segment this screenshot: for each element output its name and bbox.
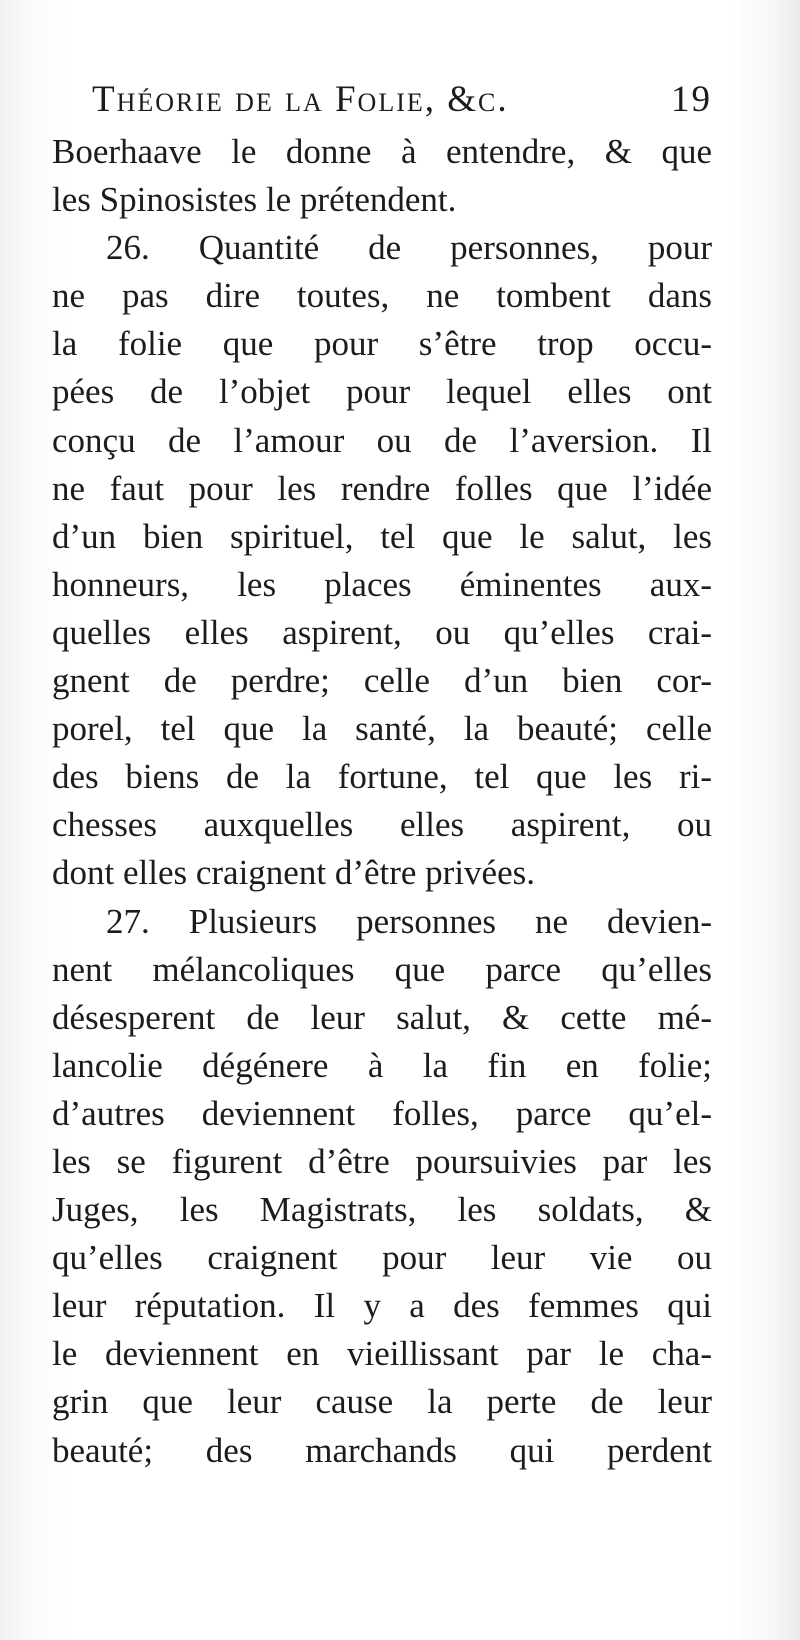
body-text bbox=[52, 128, 712, 1475]
text-line: chesses auxquelles elles aspirent, ou bbox=[52, 805, 712, 845]
text-line: honneurs, les places éminentes aux- bbox=[52, 564, 712, 604]
text-line: la folie que pour s’être trop occu- bbox=[52, 324, 712, 364]
text-line: d’autres deviennent folles, parce qu’el- bbox=[52, 1093, 712, 1133]
text-line: nent mélancoliques que parce qu’elles bbox=[52, 949, 712, 989]
text-line: porel, tel que la santé, la beauté; celle bbox=[52, 709, 712, 749]
text-line: ne pas dire toutes, ne tombent dans bbox=[52, 276, 712, 316]
text-line: dont elles craignent d’être privées. bbox=[52, 853, 535, 893]
text-line: les se figurent d’être poursuivies par les bbox=[52, 1141, 712, 1181]
text-line: ne faut pour les rendre folles que l’idée bbox=[52, 468, 712, 508]
text-line: conçu de l’amour ou de l’aversion. Il bbox=[52, 420, 712, 460]
text-line: pées de l’objet pour lequel elles ont bbox=[52, 372, 712, 412]
text-line: grin que leur cause la perte de leur bbox=[52, 1382, 712, 1422]
text-line: le deviennent en vieillissant par le cha- bbox=[52, 1334, 712, 1374]
text-line: des biens de la fortune, tel que les ri- bbox=[52, 757, 712, 797]
text-line: lancolie dégénere à la fin en folie; bbox=[52, 1045, 712, 1085]
text-line: Boerhaave le donne à entendre, & que bbox=[52, 132, 712, 171]
paragraph-27-start: 27. Plusieurs personnes ne devien- bbox=[106, 901, 712, 941]
text-line: qu’elles craignent pour leur vie ou bbox=[52, 1238, 712, 1278]
text-line: les Spinosistes le prétendent. bbox=[52, 180, 457, 220]
running-header bbox=[92, 78, 712, 126]
text-line: d’un bien spirituel, tel que le salut, les bbox=[52, 516, 712, 556]
text-line: Juges, les Magistrats, les soldats, & bbox=[52, 1190, 712, 1230]
text-line: gnent de perdre; celle d’un bien cor- bbox=[52, 661, 712, 701]
text-line: leur réputation. Il y a des femmes qui bbox=[52, 1286, 712, 1326]
running-title: Théorie de la Folie, &c. bbox=[92, 79, 509, 120]
text-line: quelles elles aspirent, ou qu’elles crai- bbox=[52, 612, 712, 652]
page-number: 19 bbox=[671, 79, 712, 120]
text-line: beauté; des marchands qui perdent bbox=[52, 1430, 712, 1470]
paragraph-26-start: 26. Quantité de personnes, pour bbox=[106, 228, 712, 268]
text-line: désesperent de leur salut, & cette mé- bbox=[52, 997, 712, 1037]
